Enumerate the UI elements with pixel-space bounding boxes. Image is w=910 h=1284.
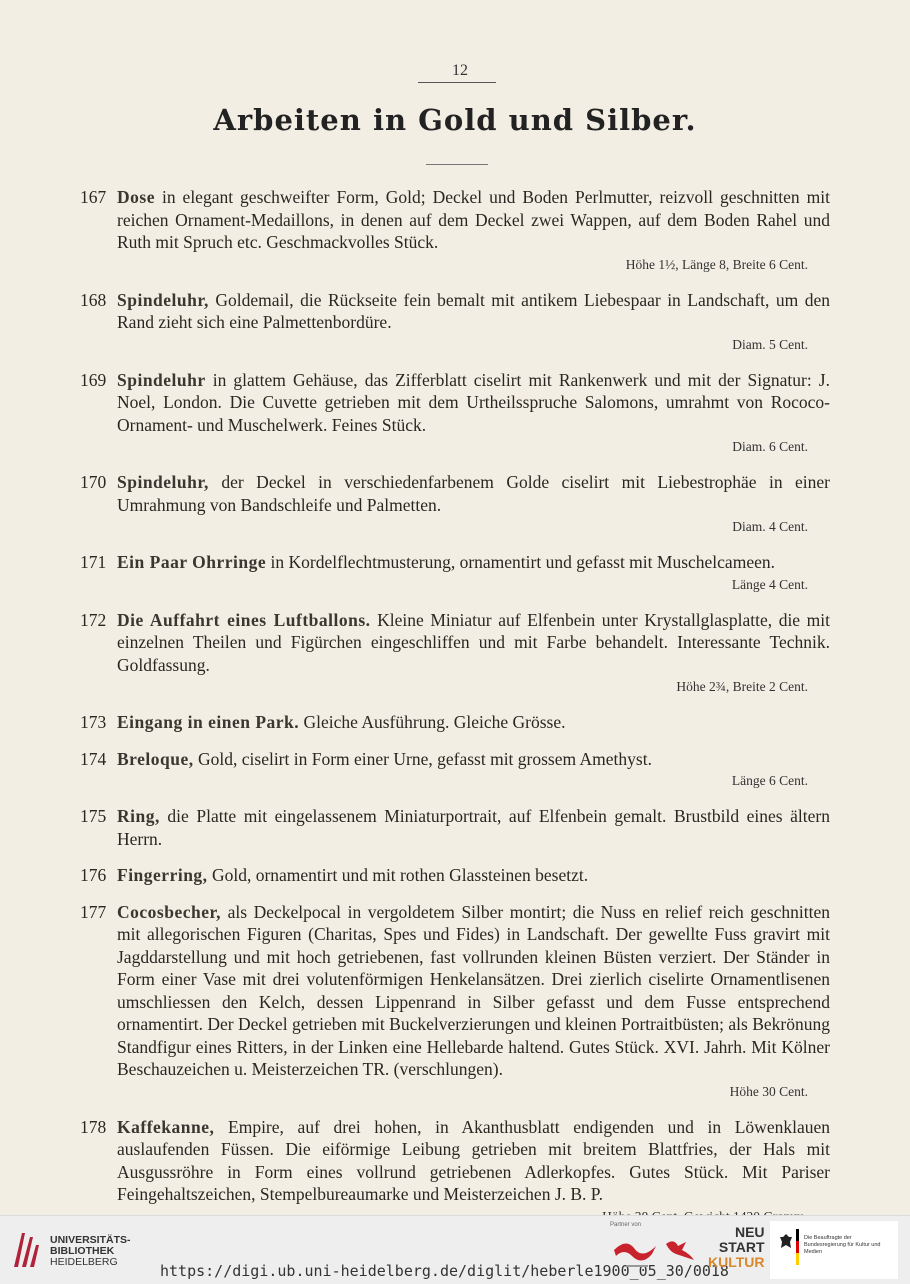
catalog-entry [80,864,830,887]
entry-lead: Kaffekanne, [117,1116,215,1137]
neustart-line-start: START [718,1239,765,1255]
partner-logo-secondary-icon[interactable] [660,1236,700,1266]
uni-line-2: BIBLIOTHEK [50,1245,115,1257]
entry-number: 178 [80,1116,107,1137]
entry-measurements: Diam. 4 Cent. [732,519,808,534]
entry-number: 173 [80,712,107,732]
entry-number: 168 [80,289,107,310]
catalog-entry [80,471,830,537]
entry-measurements: Diam. 6 Cent. [732,439,808,454]
entry-description: Gleiche Ausführung. Gleiche Grösse. [299,712,566,732]
catalog-entry [80,186,830,275]
entry-number: 174 [80,748,107,769]
viewer-footer [0,1215,910,1284]
partner-logo-icon[interactable] [612,1236,662,1274]
entry-number: 176 [80,865,107,885]
page-number: 12 [452,62,468,79]
entry-lead: Dose [117,187,155,207]
entry-measurements: Länge 6 Cent. [731,773,808,788]
entry-number: 175 [80,806,107,826]
entry-description: Goldemail, die Rückseite fein bemalt mit antikem Liebespaar in Landschaft, um den Rand zieht sich eine Palmettenbordüre. [117,289,830,332]
entry-number: 172 [80,609,107,630]
entry-measurements: Höhe 30 Cent. [729,1083,808,1099]
entry-text [117,711,830,734]
entry-measurements: Länge 4 Cent. [731,576,808,592]
entry-description: Gold, ciselirt in Form einer Urne, gefasst mit grossem Amethyst. [193,748,652,769]
uni-line-1: UNIVERSITÄTS- [50,1234,131,1246]
entry-lead: Breloque, [117,748,194,769]
entry-text [117,186,830,254]
entry-text [117,609,830,677]
catalog-entry [80,901,830,1102]
permalink-url[interactable]: https://digi.ub.uni-heidelberg.de/diglit/heberle1900_05_30/0018 [160,1262,729,1280]
entry-number: 169 [80,369,107,390]
entry-lead: Cocosbecher, [117,901,222,922]
university-library-name[interactable] [50,1235,131,1268]
university-library-logo-icon[interactable] [10,1227,40,1273]
entry-lead: Fingerring, [117,865,208,885]
entry-text [117,369,830,437]
entry-lead: Spindeluhr, [117,472,209,492]
entry-text [117,748,830,771]
entry-text [117,471,830,516]
entry-lead: Ein Paar Ohrringe [117,552,267,572]
entry-text [117,289,830,334]
entry-lead: Spindeluhr [117,369,206,390]
page-number-rule [418,82,496,83]
page-title: Arbeiten in Gold und Silber. [213,103,697,137]
entry-description: Empire, auf drei hohen, in Akanthusblatt endigenden und in Löwenklauen auslaufenden Füssen. Die eiförmige Leibung getrieben mit breitem Blattfries, der Hals mit Ausgussröhre in Form eines vollrund getriebenen Adlerkopfes. Gutes Stück. Mit Pariser Feingehaltszeichen, Stempelbureaumarke und Meisterzeichen J. B. P. [117,1116,830,1204]
uni-line-3: HEIDELBERG [50,1256,118,1268]
entry-description: als Deckelpocal in vergoldetem Silber montirt; die Nuss en relief reich geschnitten mit allegorischen Figuren (Charitas, Spes und Fides) in Landschaft. Der gewellte Fuss gravirt mit Jagddarstellung und mit hoch getriebenen, fast vollrunden kleinen Büsten verziert. Der Ständer in Form einer Vase mit drei volutenförmigen Henkelansätzen. Drei zierlich ciselirte Ornamentlisenen umschliessen den Kelch, dessen Lippenrand in Silber gefasst und dem Fusse entsprechend ornamentirt. Der Deckel getrieben mit Buckelverzierungen und kleinen Portraitbüsten; als Bekrönung Standfigur eines Ritters, in der Linken eine Hellebarde haltend. Gutes Stück. XVI. Jahrh. Mit Kölner Beschauzeichen u. Meisterzeichen TR. (verschlungen). [117,901,830,1079]
entry-lead: Die Auffahrt eines Luftballons. [117,609,371,630]
entry-measurements: Höhe 2¾, Breite 2 Cent. [676,679,808,694]
neustart-kultur-logo[interactable] [708,1225,765,1270]
entry-number: 177 [80,901,107,922]
catalog-entry [80,805,830,850]
neustart-line-kultur: KULTUR [708,1254,765,1270]
federal-flag-icon [796,1229,799,1265]
catalog-entry [80,289,830,355]
entry-number: 171 [80,552,107,572]
catalog-entry [80,609,830,698]
entry-description: in Kordelflechtmusterung, ornamentirt und gefasst mit Muschelcameen. [266,552,775,572]
entry-number: 167 [80,187,107,207]
entry-text [117,551,830,574]
entry-lead: Spindeluhr, [117,289,209,310]
entry-description: die Platte mit eingelassenem Miniaturportrait, auf Elfenbein gemalt. Brustbild eines ältern Herrn. [117,806,830,849]
catalog-entries [80,186,830,1241]
entry-description: in glattem Gehäuse, das Zifferblatt ciselirt mit Rankenwerk und mit der Signatur: J. Noel, London. Die Cuvette getrieben mit dem Urtheilsspruche Salomons, umrahmt von Rococo-Ornament- und Muschelwerk. Feines Stück. [117,369,830,435]
catalog-entry [80,711,830,734]
catalog-entry [80,369,830,458]
federal-eagle-icon [779,1233,793,1251]
catalog-entry [80,1116,830,1227]
partner-label: Partner von [610,1222,642,1228]
entry-description: der Deckel in verschiedenfarbenem Golde ciselirt mit Liebestrophäe in einer Umrahmung von Bandschleife und Palmetten. [117,472,830,515]
entry-description: in elegant geschweifter Form, Gold; Deckel und Boden Perlmutter, reizvoll geschnitten mit reichen Ornament-Medaillons, in denen auf dem Deckel zwei Wappen, auf dem Boden Rahel und Ruth mit Spruch etc. Geschmackvolles Stück. [117,187,830,252]
entry-measurements: Höhe 1½, Länge 8, Breite 6 Cent. [625,256,808,272]
entry-description: Gold, ornamentirt und mit rothen Glassteinen besetzt. [207,865,589,885]
entry-text [117,1116,830,1206]
entry-measurements: Diam. 5 Cent. [732,336,808,352]
entry-text [117,901,830,1081]
title-rule [426,164,488,165]
entry-text [117,805,830,850]
catalog-entry [80,551,830,595]
entry-text [117,864,830,887]
catalog-entry [80,748,830,792]
bkm-text: Die Beauftragte der Bundesregierung für Kultur und Medien [804,1235,881,1255]
neustart-line-neu: NEU [734,1224,765,1240]
entry-lead: Eingang in einen Park. [117,712,300,732]
bkm-logo[interactable] [770,1221,898,1279]
entry-lead: Ring, [117,806,160,826]
entry-description: Kleine Miniatur auf Elfenbein unter Krystallglasplatte, die mit einzelnen Theilen und Figürchen eingeschliffen und mit Farbe behandelt. Interessante Technik. Goldfassung. [117,609,830,675]
entry-number: 170 [80,472,107,492]
